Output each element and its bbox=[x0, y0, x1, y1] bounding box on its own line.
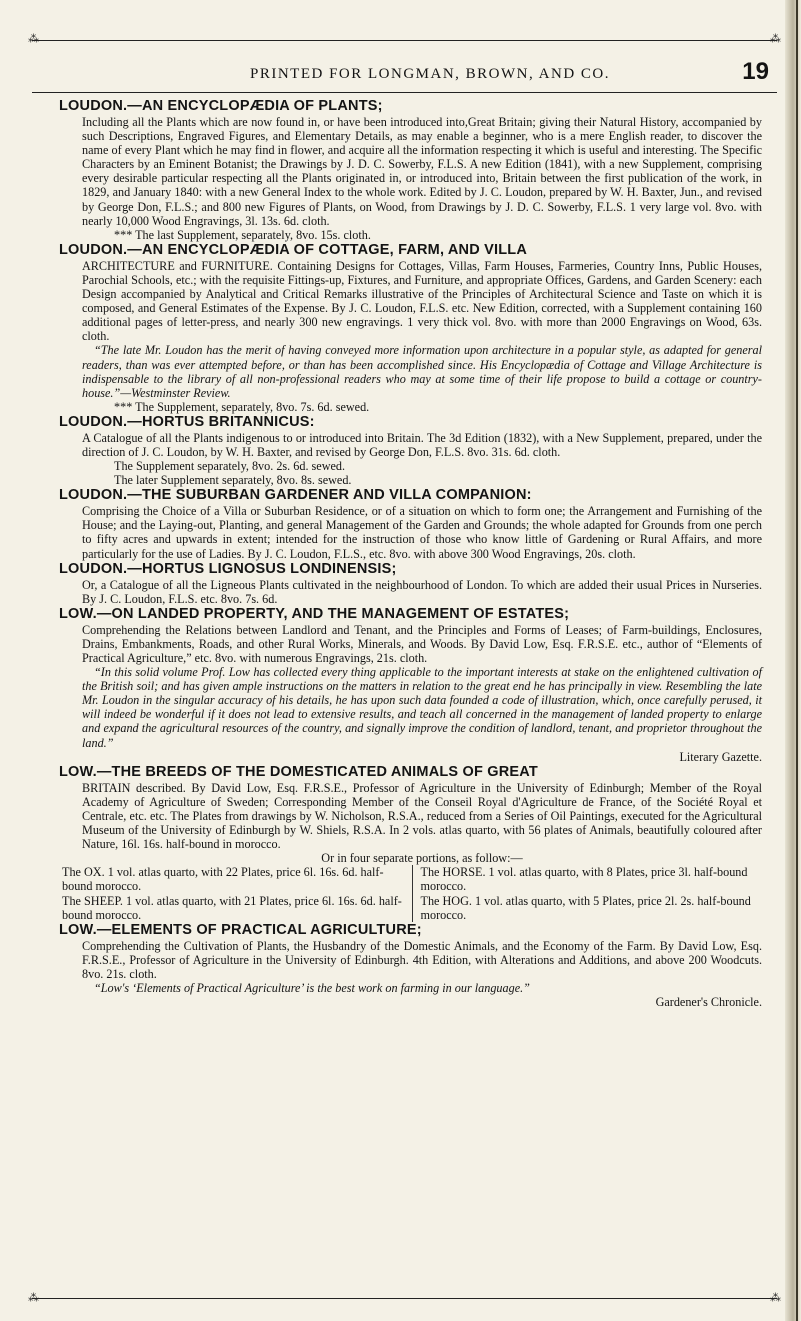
entry-description: Comprehending the Cultivation of Plants, the Husbandry of the Domestic Animals, and the Economy of the Farm. By David Low, Esq. F.R.S.E., Professor of Agriculture in the University of Edinburgh. 4th Edition, with Alterations and Additions, and above 200 Woodcuts. 8vo. 21s. cloth. bbox=[82, 938, 762, 981]
entry-note: The later Supplement separately, 8vo. 8s. sewed. bbox=[114, 473, 352, 488]
entry-title: LOW.—ON LANDED PROPERTY, AND THE MANAGEMENT OF ESTATES; bbox=[59, 605, 570, 622]
entry-body bbox=[82, 431, 762, 487]
review-source: Gardener's Chronicle. bbox=[655, 995, 762, 1010]
review-source: Literary Gazette. bbox=[679, 749, 762, 764]
catalogue-entry bbox=[59, 763, 762, 922]
entry-title: LOUDON.—AN ENCYCLOPÆDIA OF COTTAGE, FARM, AND VILLA bbox=[59, 241, 528, 258]
entry-body bbox=[82, 259, 762, 414]
catalogue-content bbox=[59, 98, 762, 1010]
entry-title: LOW.—ELEMENTS OF PRACTICAL AGRICULTURE; bbox=[59, 921, 422, 938]
catalogue-entry bbox=[59, 487, 762, 561]
entry-description: Comprising the Choice of a Villa or Suburban Residence, or of a situation on which to form one; the Arrangement and Furnishing of the House; and the Laying-out, Planting, and general Management of the Garden and Grounds; the whole adapted for Grounds from one perch to fifty acres and upwards in extent; intended for the instruction of those who know little of Gardening or Rural Affairs, and more particularly for the use of Ladies. By J. C. Loudon, F.L.S., etc. 8vo. with above 300 Wood Engravings, 20s. cloth. bbox=[82, 504, 762, 561]
portions-left-column bbox=[62, 865, 404, 921]
portion-item: The HORSE. 1 vol. atlas quarto, with 8 Plates, price 3l. half-bound morocco. bbox=[420, 865, 748, 894]
header-rule bbox=[32, 92, 777, 93]
page-number: 19 bbox=[742, 58, 769, 85]
catalogue-entry bbox=[59, 241, 762, 414]
top-left-ornament: ⁂ bbox=[28, 32, 39, 45]
entry-note: The Supplement separately, 8vo. 2s. 6d. sewed. bbox=[114, 459, 346, 474]
entry-title: LOUDON.—HORTUS BRITANNICUS: bbox=[59, 413, 315, 430]
entry-body bbox=[82, 578, 762, 606]
entry-description: A Catalogue of all the Plants indigenous to or introduced into Britain. The 3d Edition (1832), with a New Supplement, prepared, under the direction of J. C. Loudon, by W. H. Baxter, and revised by George Don, F.L.S. 8vo. 31s. 6d. cloth. bbox=[82, 430, 762, 459]
portions-right-column bbox=[421, 865, 763, 921]
entry-title: LOUDON.—AN ENCYCLOPÆDIA OF PLANTS; bbox=[59, 98, 383, 114]
entry-body bbox=[82, 504, 762, 560]
running-head: PRINTED FOR LONGMAN, BROWN, AND CO. bbox=[249, 66, 610, 82]
entry-note: *** The Supplement, separately, 8vo. 7s. 6d. sewed. bbox=[114, 399, 370, 414]
portions-columns bbox=[62, 865, 762, 921]
catalogue-entry bbox=[59, 605, 762, 764]
review-quote: “In this solid volume Prof. Low has collected every thing applicable to the important interests at stake on the enlightened cultivation of the British soil; and has given ample instructions on the matters in relation to the great end he has principally in view. Resembling the late Mr. Loudon in the singular accuracy of his details, he has upon such data founded a code of illustration, which, once carefully perused, it will indeed be wonderful if it does not lead to extensive results, and teach all concerned in the management of landed property to enlarge and expand the agricultural resources of the country, and signally improve the condition of landlord, tenant, and proprietor throughout the land.” bbox=[82, 665, 762, 750]
entry-description: ARCHITECTURE and FURNITURE. Containing Designs for Cottages, Villas, Farm Houses, Farmeries, Country Inns, Public Houses, Parochial Schools, etc.; with the requisite Fittings-up, Fixtures, and Furniture, and appropriate Offices, Gardens, and Garden Scenery: each Design accompanied by Analytical and Critical Remarks illustrative of the Principles of Architectural Science and Taste on which it is composed, and General Estimates of the Expense. By J. C. Loudon, F.L.S. etc. New Edition, corrected, with a Supplement containing 160 additional pages of letter-press, and nearly 300 new engravings. 1 very thick vol. 8vo. with more than 2000 Engravings on Wood, 63s. cloth. bbox=[82, 258, 762, 344]
portion-item: The SHEEP. 1 vol. atlas quarto, with 21 Plates, price 6l. 16s. 6d. half-bound morocco. bbox=[62, 893, 402, 922]
top-right-ornament: ⁂ bbox=[770, 32, 781, 45]
entry-body bbox=[82, 115, 762, 242]
entry-title: LOUDON.—HORTUS LIGNOSUS LONDINENSIS; bbox=[59, 560, 397, 577]
bottom-left-ornament: ⁂ bbox=[28, 1291, 39, 1304]
page-edge-line bbox=[796, 0, 798, 1321]
entry-body bbox=[82, 781, 762, 866]
review-quote: “Low's ‘Elements of Practical Agriculture’ is the best work on farming in our language.” bbox=[94, 980, 530, 995]
top-rule bbox=[32, 40, 777, 41]
bottom-right-ornament: ⁂ bbox=[770, 1291, 781, 1304]
entry-description: BRITAIN described. By David Low, Esq. F.R.S.E., Professor of Agriculture in the University of Edinburgh; Member of the Royal Academy of Agriculture of Sweden; Corresponding Member of the Conseil Royal d'Agriculture de France, of the Société Royal et Centrale, etc. etc. The Plates from drawings by W. Nicholson, R.S.A., reduced from a Series of Oil Paintings, executed for the Agricultural Museum of the University of Edinburgh by W. Shiels, R.S.A. In 2 vols. atlas quarto, with 56 plates of Animals, beautifully coloured after Nature, 16l. 16s. half-bound in morocco. bbox=[82, 780, 762, 852]
column-divider bbox=[412, 865, 413, 921]
catalogue-entry bbox=[59, 921, 762, 1010]
page-edge-shadow bbox=[785, 0, 801, 1321]
entry-title: LOUDON.—THE SUBURBAN GARDENER AND VILLA COMPANION: bbox=[59, 487, 532, 504]
entry-description: Comprehending the Relations between Landlord and Tenant, and the Principles and Forms of Leases; of Farm-buildings, Enclosures, Drains, Embankments, Roads, and other Rural Works, Minerals, and Woods. By David Low, Esq. F.R.S.E. etc., author of “Elements of Practical Agriculture,” etc. 8vo. with numerous Engravings, 21s. cloth. bbox=[82, 622, 762, 665]
entry-note: *** The last Supplement, separately, 8vo. 15s. cloth. bbox=[114, 227, 371, 242]
catalogue-entry bbox=[59, 560, 762, 606]
portion-item: The OX. 1 vol. atlas quarto, with 22 Plates, price 6l. 16s. 6d. half-bound morocco. bbox=[62, 865, 384, 894]
entry-title: LOW.—THE BREEDS OF THE DOMESTICATED ANIMALS OF GREAT bbox=[59, 763, 538, 780]
entry-body bbox=[82, 623, 762, 764]
portion-item: The HOG. 1 vol. atlas quarto, with 5 Plates, price 2l. 2s. half-bound morocco. bbox=[420, 893, 751, 922]
catalogue-entry bbox=[59, 98, 762, 242]
review-quote: “The late Mr. Loudon has the merit of having conveyed more information upon architecture in a popular style, as adapted for general readers, than was ever attempted before, or than has been accomplished since. His Encyclopædia of Cottage and Village Architecture is indispensable to the library of all non-professional readers who may at some time of their life propose to build a cottage or country-house.”—Westminster Review. bbox=[82, 343, 762, 400]
bottom-rule bbox=[32, 1298, 777, 1299]
entry-description: Or, a Catalogue of all the Ligneous Plants cultivated in the neighbourhood of London. To which are added their usual Prices in Nurseries. By J. C. Loudon, F.L.S. etc. 8vo. 7s. 6d. bbox=[82, 577, 762, 606]
portions-intro: Or in four separate portions, as follow:— bbox=[321, 851, 523, 866]
entry-description: Including all the Plants which are now found in, or have been introduced into,Great Britain; giving their Natural History, accompanied by such Descriptions, Engraved Figures, and Elementary Details, as may enable a beginner, who is a mere English reader, to discover the name of every Plant which he may find in flower, and acquire all the information respecting it which is useful and interesting. The Specific Characters by an Eminent Botanist; the Drawings by J. D. C. Sowerby, F.L.S. A new Edition (1841), with a new Supplement, comprising every desirable particular respecting all the Plants originated in, or introduced into, Britain between the first publication of the work, in 1829, and January 1840: with a new General Index to the whole work. Edited by J. C. Loudon, prepared by W. H. Baxter, Jun., and revised by George Don, F.L.S.; and 800 new Figures of Plants, on Wood, from Drawings by J. D. C. Sowerby, F.L.S. 1 very large vol. 8vo. with nearly 10,000 Wood Engravings, 3l. 13s. 6d. cloth. bbox=[82, 115, 762, 228]
catalogue-entry bbox=[59, 413, 762, 488]
entry-body bbox=[82, 939, 762, 1009]
